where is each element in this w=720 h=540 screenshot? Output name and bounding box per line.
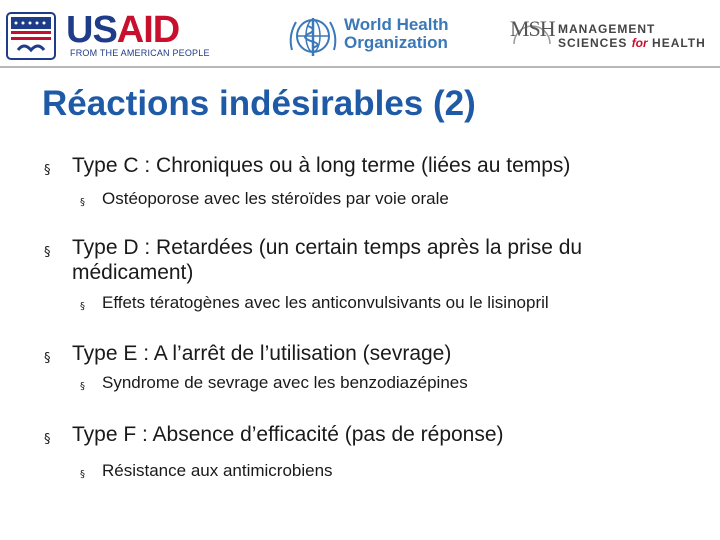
sub-bullet-item [80,373,700,393]
usaid-seal-icon [6,12,56,60]
msh-logo [510,14,710,58]
who-wordmark: World Health Organization [344,15,449,52]
bullet-text: Type E : A l’arrêt de l’utilisation (sevrage) [72,342,452,365]
bullet-marker: § [44,351,51,366]
usaid-wordmark: USAID [66,9,180,51]
bullet-marker: § [44,245,51,260]
logo-bar [0,0,720,66]
sub-bullet-text: Syndrome de sevrage avec les benzodiazépines [102,373,468,392]
bullet-item [44,235,694,285]
bullet-marker: § [44,432,51,447]
sub-bullet-item [80,189,700,209]
sub-bullet-text: Ostéoporose avec les stéroïdes par voie orale [102,189,449,208]
sub-bullet-item [80,461,700,481]
bullet-marker: § [80,197,85,208]
bullet-item [44,153,694,178]
slide-title: Réactions indésirables (2) [42,84,476,123]
bullet-marker: § [80,381,85,392]
header-divider [0,66,720,68]
bullet-marker: § [80,469,85,480]
sub-bullet-item [80,293,700,313]
bullet-marker: § [80,301,85,312]
sub-bullet-text: Résistance aux antimicrobiens [102,461,333,480]
who-emblem-icon [286,12,340,60]
bullet-marker: § [44,163,51,178]
bullet-text: Type D : Retardées (un certain temps après la prise du médicament) [72,236,583,284]
msh-mark: MSH [510,16,555,41]
bullet-item [44,422,694,447]
bullet-text: Type C : Chroniques ou à long terme (liées au temps) [72,154,571,177]
who-logo [286,12,449,60]
usaid-tagline: FROM THE AMERICAN PEOPLE [70,48,210,58]
sub-bullet-text: Effets tératogènes avec les anticonvulsivants ou le lisinopril [102,293,549,312]
bullet-item [44,341,694,366]
msh-wordmark: MANAGEMENT SCIENCES for HEALTH [558,22,706,50]
usaid-logo [6,9,210,60]
bullet-text: Type F : Absence d’efficacité (pas de réponse) [72,423,504,446]
